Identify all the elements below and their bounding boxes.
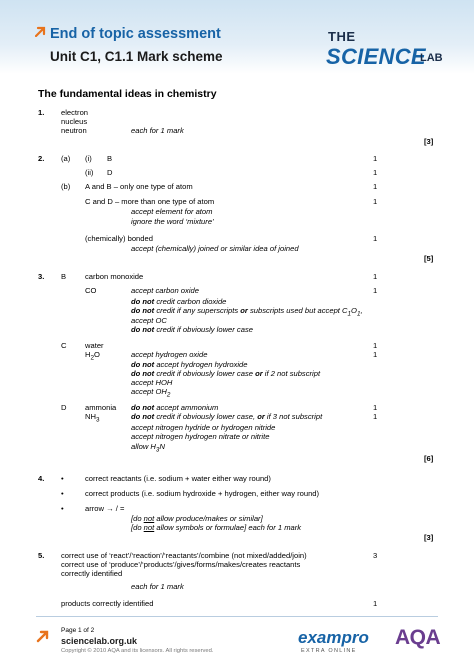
bullet-icon: •: [61, 504, 64, 513]
q3-nh3: $NH_3$: [85, 412, 100, 424]
q3-d-note: do not accept ammonium: [131, 403, 219, 412]
q1-total: [3]: [424, 137, 434, 146]
q2-a-i-mark: 1: [373, 154, 378, 163]
q3-total: [6]: [424, 454, 434, 463]
q3-c-answer: water: [85, 341, 104, 350]
q5-note: each for 1 mark: [131, 582, 184, 591]
q2-part-b: (b): [61, 182, 71, 191]
q2-part-a: (a): [61, 154, 71, 163]
aqa-logo: AQA: [395, 626, 441, 649]
q4-bullet3: arrow → / =: [85, 504, 125, 513]
q2-a-i-answer: B: [107, 154, 113, 163]
q3-co-note: accept carbon oxide: [131, 286, 199, 295]
q2-b2-mark: 1: [373, 197, 378, 206]
section-heading: The fundamental ideas in chemistry: [38, 88, 217, 100]
q3-co-mark: 1: [373, 286, 378, 295]
q4-bullet2: correct products (i.e. sodium hydroxide + hydrogen, either way round): [85, 489, 320, 498]
q1-number: 1.: [38, 108, 45, 117]
q4-note1: [do not allow produce/makes or similar]: [131, 514, 263, 523]
q5-line1: correct use of ‘react’/‘reaction’/‘reactants’/combine (not mixed/added/join): [61, 551, 307, 560]
q5-line2: correct use of ‘produce’/‘products’/gives/forms/makes/creates reactants: [61, 560, 301, 569]
exampro-tagline: EXTRA ONLINE: [301, 648, 357, 654]
q2-a-i: (i): [85, 154, 92, 163]
logo-the: THE: [328, 29, 356, 44]
q3-b-answer: carbon monoxide: [85, 272, 144, 281]
q3-co: CO: [85, 286, 97, 295]
exampro-wordmark: exampro: [298, 628, 369, 647]
q2-b1-mark: 1: [373, 182, 378, 191]
q2-total: [5]: [424, 254, 434, 263]
arrow-icon: [36, 629, 50, 643]
q3-d-mark: 1: [373, 403, 378, 412]
q1-line: electron: [61, 108, 89, 117]
q2-a-ii: (ii): [85, 168, 94, 177]
copyright-text: Copyright © 2010 AQA and its licensors. All rights reserved.: [61, 648, 214, 654]
q3-h2o-mark: 1: [373, 350, 378, 359]
q2-b3-mark: 1: [373, 234, 378, 243]
q3-b-mark: 1: [373, 272, 378, 281]
q5-line4: products correctly identified: [61, 599, 154, 608]
q5-number: 5.: [38, 551, 45, 560]
q4-total: [3]: [424, 533, 434, 542]
q3-accept-hoh: accept HOH: [131, 378, 173, 387]
q2-b3: (chemically) bonded: [85, 234, 153, 243]
page-title: End of topic assessment: [50, 26, 221, 42]
q2-b2: C and D – more than one type of atom: [85, 197, 215, 206]
q1-line: nucleus: [61, 117, 88, 126]
q3-dn1: do not credit carbon dioxide: [131, 297, 227, 306]
q3-d-accept2: accept nitrogen hydrogen nitrate or nitrite: [131, 432, 270, 441]
q2-b2-note2: ignore the word ‘mixture’: [131, 217, 214, 226]
logo-science: SCIENCE: [326, 44, 426, 69]
bullet-icon: •: [61, 489, 64, 498]
q3-h2o-note: accept hydrogen oxide: [131, 350, 208, 359]
q3-dn2: do not credit if any superscripts or subscripts used but accept $C_1O_1$,: [131, 306, 363, 318]
q2-number: 2.: [38, 154, 45, 163]
q3-c-label: C: [61, 341, 67, 350]
q3-b-label: B: [61, 272, 67, 281]
q3-d-accept1: accept nitrogen hydride or hydrogen nitride: [131, 423, 276, 432]
q3-d-label: D: [61, 403, 67, 412]
page-subtitle: Unit C1, C1.1 Mark scheme: [50, 49, 223, 64]
q3-nh3-mark: 1: [373, 412, 378, 421]
q3-accept-oh2: accept $OH_2$: [131, 387, 171, 399]
q4-note2: [do not allow symbols or formulae] each for 1 mark: [131, 523, 302, 532]
q2-b2-note1: accept element for atom: [131, 207, 213, 216]
q3-d-accept3: allow $H_3N$: [131, 442, 165, 454]
page-number: Page 1 of 2: [61, 627, 95, 634]
footer-link[interactable]: sciencelab.org.uk: [61, 636, 138, 646]
q3-d-answer: ammonia: [85, 403, 117, 412]
q3-dn3: do not credit if obviously lower case: [131, 325, 253, 334]
bullet-icon: •: [61, 474, 64, 483]
q1-line: neutron: [61, 126, 87, 135]
q2-b3-note: accept (chemically) joined or similar idea of joined: [131, 244, 299, 253]
arrow-icon: [35, 26, 46, 37]
q5-line4-mark: 1: [373, 599, 378, 608]
q3-accept-oc: accept OC: [131, 316, 167, 325]
footer-divider: [36, 616, 438, 617]
q2-b1: A and B – only one type of atom: [85, 182, 193, 191]
q3-h2o: $H_2O$: [85, 350, 100, 362]
q3-c-mark: 1: [373, 341, 378, 350]
q3-c-dn1: do not accept hydrogen hydroxide: [131, 360, 248, 369]
q4-number: 4.: [38, 474, 45, 483]
q3-nh3-note: do not credit if obviously lower case, or if 3 not subscript: [131, 412, 323, 421]
logo-lab: LAB: [420, 52, 443, 64]
q2-a-ii-mark: 1: [373, 168, 378, 177]
q2-a-ii-answer: D: [107, 168, 113, 177]
q3-number: 3.: [38, 272, 45, 281]
q5-line1-mark: 3: [373, 551, 378, 560]
q5-line3: correctly identified: [61, 569, 123, 578]
q1-note: each for 1 mark: [131, 126, 184, 135]
q3-c-dn2: do not credit if obviously lower case or if 2 not subscript: [131, 369, 321, 378]
q4-bullet1: correct reactants (i.e. sodium + water either way round): [85, 474, 271, 483]
